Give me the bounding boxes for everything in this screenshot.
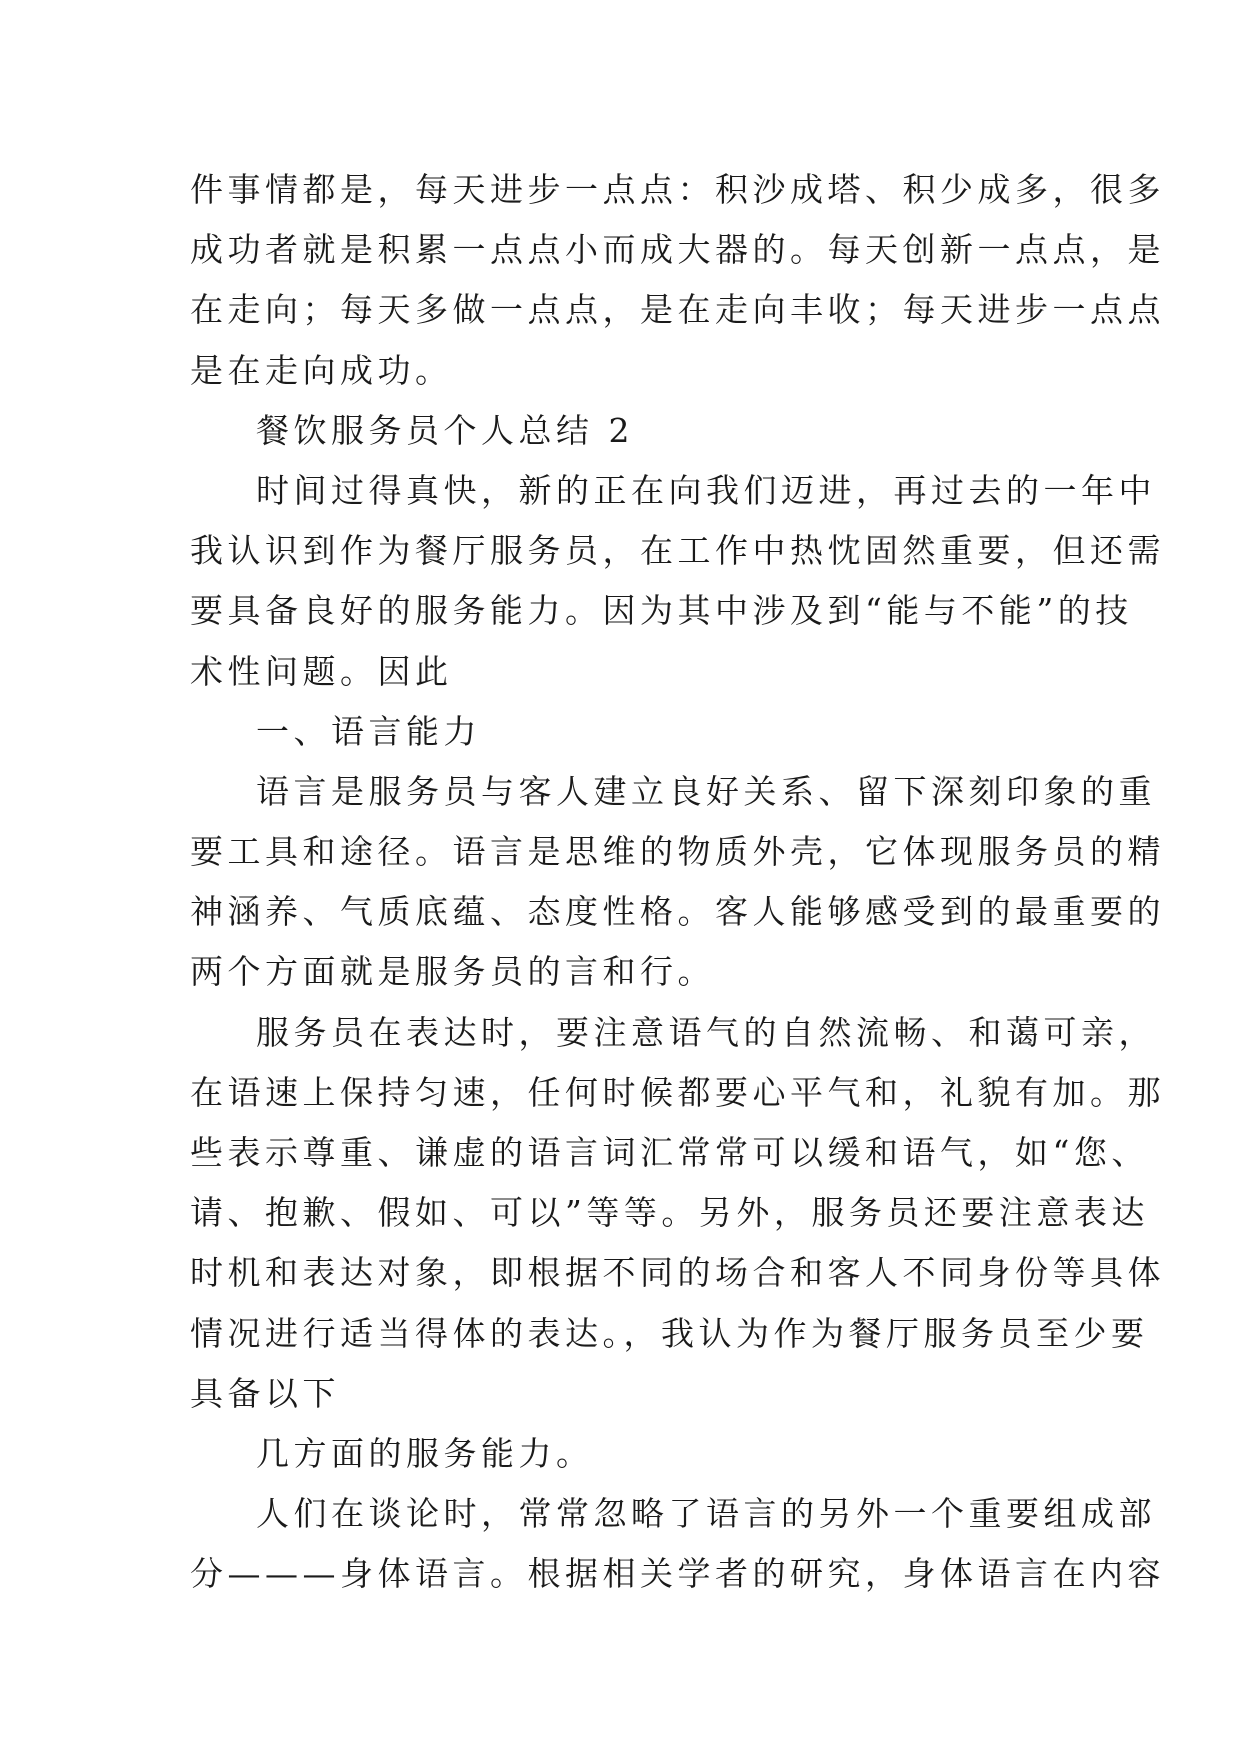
text-line: 术性问题。因此 — [190, 651, 453, 691]
section-heading: 餐饮服务员个人总结 2 — [256, 410, 634, 450]
text-line: 时间过得真快，新的正在向我们迈进，再过去的一年中 — [256, 470, 1156, 510]
text-line: 神涵养、气质底蕴、态度性格。客人能够感受到的最重要的 — [190, 892, 1165, 932]
text-line: 是在走向成功。 — [190, 350, 453, 390]
text-line: 几方面的服务能力。 — [256, 1433, 594, 1473]
text-line: 些表示尊重、谦虚的语言词汇常常可以缓和语气，如“您、 — [190, 1133, 1149, 1172]
text-line: 两个方面就是服务员的言和行。 — [190, 952, 715, 992]
text-line: 时机和表达对象，即根据不同的场合和客人不同身份等具体 — [190, 1253, 1165, 1293]
text-line: 要工具和途径。语言是思维的物质外壳，它体现服务员的精 — [190, 832, 1165, 872]
text-line: 在走向；每天多做一点点，是在走向丰收；每天进步一点点 — [190, 290, 1165, 330]
text-line: 在语速上保持匀速，任何时候都要心平气和，礼貌有加。那 — [190, 1072, 1165, 1112]
text-line: 分———身体语言。根据相关学者的研究，身体语言在内容 — [190, 1554, 1165, 1594]
text-line: 件事情都是，每天进步一点点：积沙成塔、积少成多，很多 — [190, 170, 1165, 209]
text-line: 成功者就是积累一点点小而成大器的。每天创新一点点，是 — [190, 230, 1165, 270]
text-line: 服务员在表达时，要注意语气的自然流畅、和蔼可亲， — [256, 1012, 1156, 1052]
text-line: 具备以下 — [190, 1373, 340, 1413]
text-line: 请、抱歉、假如、可以”等等。另外，服务员还要注意表达 — [190, 1193, 1149, 1233]
body-text — [190, 160, 1165, 1605]
text-line: 情况进行适当得体的表达。，我认为作为餐厅服务员至少要 — [190, 1313, 1149, 1353]
section-heading: 一、语言能力 — [256, 711, 481, 751]
text-line: 人们在谈论时，常常忽略了语言的另外一个重要组成部 — [256, 1494, 1156, 1534]
text-line: 语言是服务员与客人建立良好关系、留下深刻印象的重 — [256, 771, 1156, 811]
text-line: 我认识到作为餐厅服务员，在工作中热忱固然重要，但还需 — [190, 531, 1165, 571]
text-line: 要具备良好的服务能力。因为其中涉及到“能与不能”的技 — [190, 591, 1133, 631]
